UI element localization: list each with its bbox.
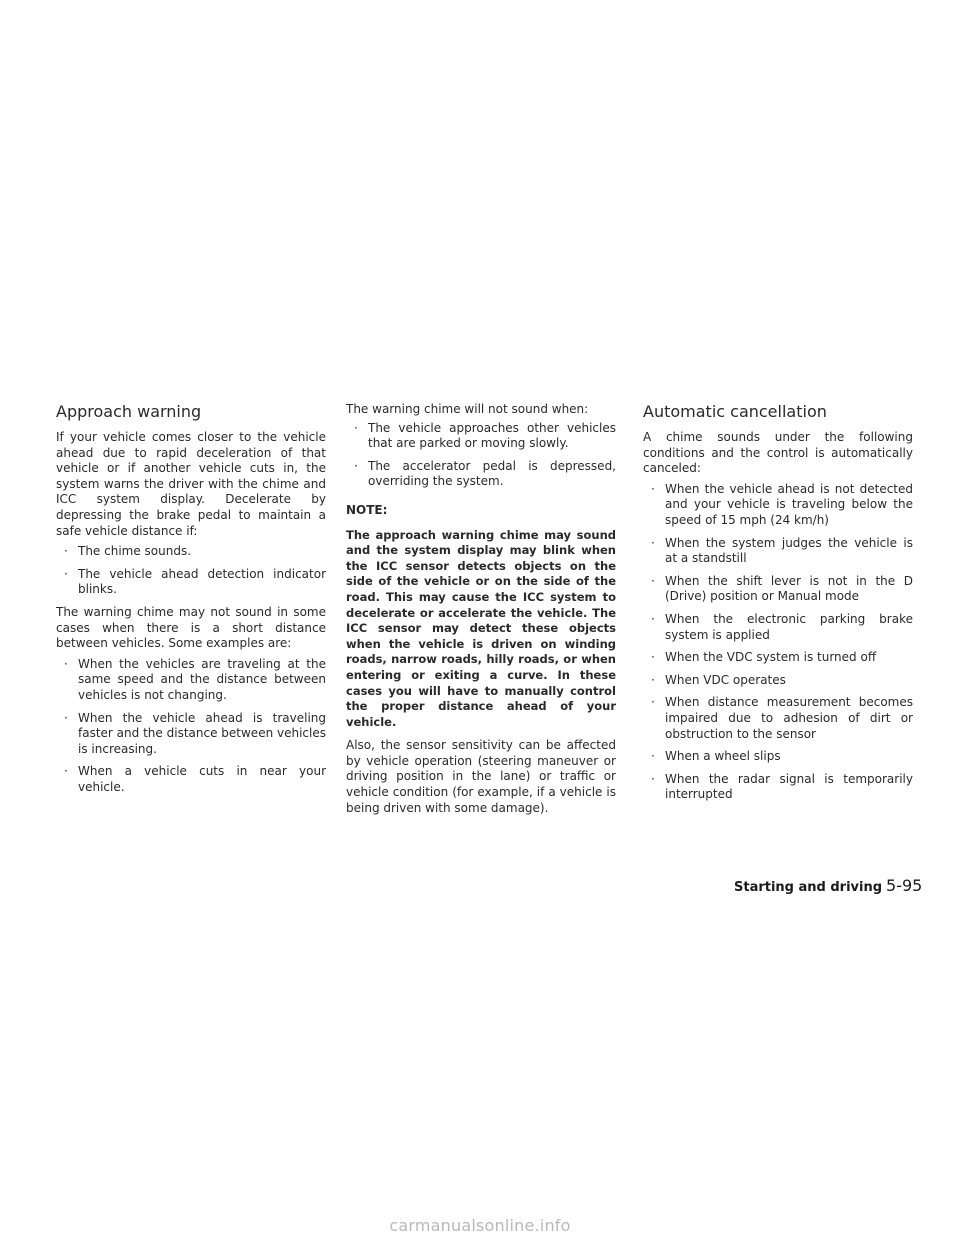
bullet-icon: · [64,764,68,779]
short-distance-paragraph: The warning chime may not sound in some cases when there is a short distance between vehicles. Some examples are: [56,604,326,651]
list-item: · When the radar signal is temporarily interrupted [651,771,913,802]
list-item: · When distance measurement becomes impaired due to adhesion of dirt or obstruction to the sensor [651,695,913,741]
cancellation-conditions-list [643,482,913,803]
list-item: · When the vehicle ahead is traveling faster and the distance between vehicles is increasing. [64,710,326,756]
bullet-icon: · [651,650,655,665]
note-label: NOTE: [346,502,388,517]
chime-conditions-list [56,544,326,598]
list-item: · When VDC operates [651,672,786,687]
bullet-icon: · [651,481,655,496]
bullet-icon: · [651,749,655,764]
list-item: · When a vehicle cuts in near your vehicle. [64,764,326,794]
list-item: · The chime sounds. [64,544,192,559]
examples-list [56,657,326,796]
chime-not-sound-intro: The warning chime will not sound when: [346,402,589,416]
automatic-cancellation-intro: A chime sounds under the following conditions and the control is automatically canceled: [643,430,913,476]
section-heading-automatic-cancellation: Automatic cancellation [643,402,827,421]
list-item: · The accelerator pedal is depressed, overriding the system. [354,458,616,489]
column-3 [643,430,913,803]
bullet-icon: · [651,695,655,710]
footer-section-title: Starting and driving [734,880,883,895]
bullet-icon: · [651,573,655,588]
list-item: · When the system judges the vehicle is at a standstill [651,535,913,566]
bullet-icon: · [64,566,68,581]
bullet-icon: · [64,656,68,671]
bullet-icon: · [651,771,655,786]
bullet-icon: · [651,672,655,687]
note-body: The approach warning chime may sound and the system display may blink when the ICC sensor detects objects on the side of the vehicle or on the side of the road. This may cause the ICC system to decelerate or accelerate the vehicle. The ICC sensor may detect these objects when the vehicle is driven on winding roads, narrow roads, hilly roads, or when entering or exiting a curve. In these cases you will have to manually control the proper distance ahead of your vehicle. [346,527,616,729]
list-item: · When the electronic parking brake system is applied [651,611,913,642]
column-1 [56,430,326,795]
list-item: · When the shift lever is not in the D (Drive) position or Manual mode [651,573,913,604]
bullet-icon: · [64,710,68,725]
sensor-sensitivity-paragraph: Also, the sensor sensitivity can be affected by vehicle operation (steering maneuver or driving position in the lane) or traffic or vehicle condition (for example, if a vehicle is being driven with some damage). [346,738,616,815]
list-item: · When the vehicles are traveling at the same speed and the distance between vehicles is not changing. [64,656,326,702]
watermark: carmanualsonline.info [389,1216,571,1235]
list-item: · The vehicle approaches other vehicles that are parked or moving slowly. [354,420,616,451]
page-number: 5-95 [886,876,923,895]
list-item: · When the vehicle ahead is not detected and your vehicle is traveling below the speed of 15 mph (24 km/h) [651,481,913,527]
bullet-icon: · [354,458,358,473]
column-2 [346,402,616,816]
bullet-icon: · [64,544,68,559]
list-item: · When a wheel slips [651,749,781,764]
bullet-icon: · [651,535,655,550]
chime-not-sound-list [346,421,616,490]
list-item: · When the VDC system is turned off [651,650,877,665]
list-item: · The vehicle ahead detection indicator blinks. [64,566,326,597]
bullet-icon: · [651,611,655,626]
bullet-icon: · [354,420,358,435]
section-heading-approach-warning: Approach warning [56,402,202,421]
page-footer [734,876,922,895]
approach-warning-intro: If your vehicle comes closer to the vehicle ahead due to rapid deceleration of that vehicle or if another vehicle cuts in, the system warns the driver with the chime and ICC system display. Decelerate by depressing the brake pedal to maintain a safe vehicle distance if: [56,430,326,538]
